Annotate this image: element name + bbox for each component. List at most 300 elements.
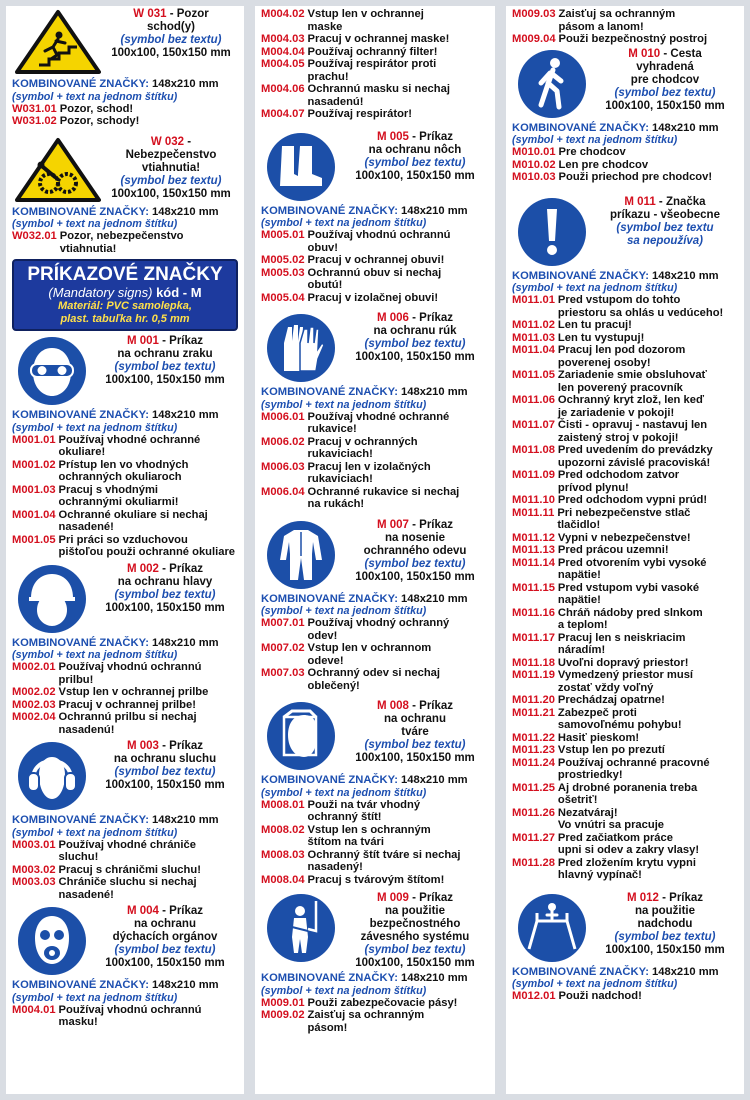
item-code: M008.01 bbox=[261, 798, 305, 811]
harness-icon bbox=[261, 892, 341, 964]
sign-info bbox=[341, 131, 489, 183]
item-text: Pozor, nebezpečenstvo vtiahnutia! bbox=[59, 230, 184, 255]
kombi-heading bbox=[261, 593, 489, 606]
item-code: M004.07 bbox=[261, 108, 305, 120]
sign-code: M 004 bbox=[126, 905, 159, 917]
item-text: Použi na tvár vhodný ochranný štít! bbox=[307, 798, 421, 823]
item-list bbox=[12, 103, 238, 128]
sign-caption: - Nebezpečenstvo vtiahnutia! bbox=[125, 135, 217, 174]
list-item bbox=[261, 799, 489, 824]
list-item bbox=[512, 669, 738, 694]
item-text: Použi bezpečnostný postroj bbox=[558, 33, 708, 45]
item-text: Vstup len po prezutí bbox=[557, 744, 665, 756]
kombi-sub: (symbol + text na jednom štítku) bbox=[512, 282, 678, 294]
list-item bbox=[261, 267, 489, 292]
list-item bbox=[12, 661, 238, 686]
item-text: Pracuj v ochrannej prilbe! bbox=[58, 698, 196, 711]
list-item bbox=[512, 344, 738, 369]
kombi-size: 148x210 mm bbox=[652, 965, 719, 978]
list-item bbox=[512, 332, 738, 345]
symbol-note: (symbol bez textu) bbox=[614, 86, 716, 99]
item-code: M011.19 bbox=[512, 669, 555, 681]
list-item bbox=[512, 782, 738, 807]
list-item bbox=[12, 1004, 238, 1029]
face-shield-icon bbox=[261, 700, 341, 772]
item-list bbox=[512, 294, 738, 882]
list-item bbox=[512, 744, 738, 757]
list-item bbox=[512, 990, 738, 1003]
item-text: Používaj vhodné chrániče sluchu! bbox=[58, 838, 196, 863]
list-item bbox=[512, 694, 738, 707]
sizes: 100x100, 150x150 mm bbox=[111, 187, 231, 200]
list-item bbox=[512, 33, 738, 46]
sign-caption: - Príkaz na ochranu hlavy bbox=[117, 562, 213, 588]
item-text: Používaj vhodné ochranné okuliare! bbox=[58, 433, 201, 458]
sign-info bbox=[341, 519, 489, 584]
item-code: M005.04 bbox=[261, 291, 305, 304]
list-item bbox=[12, 459, 238, 484]
list-item bbox=[261, 642, 489, 667]
goggles-icon bbox=[12, 335, 92, 407]
item-code: M005.02 bbox=[261, 254, 305, 266]
kombi-label: KOMBINOVANÉ ZNAČKY: bbox=[261, 972, 398, 984]
item-text: Čisti - opravuj - nastavuj len zaistený stroj v pokoji! bbox=[557, 419, 708, 444]
item-text: Prechádzaj opatrne! bbox=[557, 694, 665, 706]
item-text: Pracuj len v izolačných rukaviciach! bbox=[307, 460, 431, 485]
list-item bbox=[261, 33, 489, 46]
item-text: Používaj ochranný filter! bbox=[307, 45, 438, 58]
kombi-sub: (symbol + text na jednom štítku) bbox=[12, 826, 178, 839]
list-item bbox=[512, 557, 738, 582]
sizes: 100x100, 150x150 mm bbox=[105, 779, 225, 791]
sign-code: W 032 bbox=[150, 135, 185, 148]
sign-info bbox=[104, 136, 238, 201]
kombi-label: KOMBINOVANÉ ZNAČKY: bbox=[12, 205, 149, 218]
kombi-heading bbox=[12, 409, 238, 422]
kombi-size: 148x210 mm bbox=[152, 814, 219, 826]
item-code: M011.21 bbox=[512, 706, 555, 719]
item-text: Ochranné rukavice si nechaj na rukách! bbox=[307, 485, 460, 510]
list-item bbox=[12, 876, 238, 901]
kombi-sub: (symbol + text na jednom štítku) bbox=[12, 421, 178, 434]
list-item bbox=[12, 509, 238, 534]
item-text: Pracuj s chráničmi sluchu! bbox=[58, 863, 201, 876]
item-list bbox=[261, 799, 489, 887]
item-code: M007.03 bbox=[261, 667, 305, 679]
item-code: M002.01 bbox=[12, 661, 56, 673]
kombi-label: KOMBINOVANÉ ZNAČKY: bbox=[512, 269, 649, 282]
banner-code: kód - M bbox=[156, 285, 202, 300]
list-item bbox=[261, 254, 489, 267]
list-item bbox=[512, 171, 738, 184]
list-item bbox=[512, 419, 738, 444]
kombi-size: 148x210 mm bbox=[152, 409, 219, 421]
list-item bbox=[512, 8, 738, 33]
kombi-label: KOMBINOVANÉ ZNAČKY: bbox=[261, 592, 398, 605]
item-code: M011.05 bbox=[512, 369, 555, 381]
sizes: 100x100, 150x150 mm bbox=[105, 957, 225, 969]
list-item bbox=[12, 839, 238, 864]
list-item bbox=[512, 544, 738, 557]
item-code: M006.01 bbox=[261, 410, 305, 423]
item-text: Používaj vhodnú ochrannú masku! bbox=[58, 1003, 202, 1028]
item-code: M002.03 bbox=[12, 698, 56, 711]
list-item bbox=[261, 1009, 489, 1034]
sign-caption: - Príkaz na ochranu nôch bbox=[368, 130, 462, 156]
item-code: M010.02 bbox=[512, 158, 556, 171]
list-item bbox=[512, 757, 738, 782]
list-item bbox=[512, 507, 738, 532]
list-item bbox=[261, 997, 489, 1010]
symbol-note: (symbol bez textu) bbox=[114, 588, 216, 601]
list-item bbox=[261, 292, 489, 305]
kombi-label: KOMBINOVANÉ ZNAČKY: bbox=[12, 409, 149, 421]
item-text: Zabezpeč proti samovoľnému pohybu! bbox=[557, 706, 682, 731]
item-text: Pri nebezpečenstve stlač tlačidlo! bbox=[557, 506, 691, 531]
sign-m009 bbox=[261, 892, 489, 1034]
kombi-label: KOMBINOVANÉ ZNAČKY: bbox=[12, 814, 149, 826]
item-code: M004.04 bbox=[261, 45, 305, 58]
item-code: M011.02 bbox=[512, 319, 555, 331]
item-text: Pred zložením krytu vypni hlavný vypínač! bbox=[557, 856, 696, 881]
item-text: Vypni v nebezpečenstve! bbox=[557, 531, 691, 544]
item-text: Použi nadchod! bbox=[558, 990, 642, 1002]
item-code: M003.01 bbox=[12, 838, 56, 851]
sign-code: M 001 bbox=[126, 335, 159, 347]
kombi-label: KOMBINOVANÉ ZNAČKY: bbox=[512, 121, 649, 134]
list-item bbox=[512, 632, 738, 657]
item-text: Používaj vhodný ochranný odev! bbox=[307, 617, 450, 642]
list-item bbox=[512, 319, 738, 332]
item-code: M011.11 bbox=[512, 506, 555, 519]
kombi-heading bbox=[512, 270, 738, 283]
boots-icon bbox=[261, 131, 341, 203]
item-code: M010.03 bbox=[512, 171, 556, 183]
kombi-size: 148x210 mm bbox=[401, 592, 468, 605]
item-code: M009.02 bbox=[261, 1009, 305, 1021]
item-text: Používaj respirátor proti prachu! bbox=[307, 58, 437, 83]
sign-info bbox=[92, 563, 238, 615]
list-item bbox=[12, 711, 238, 736]
item-text: Nezatváraj! Vo vnútri sa pracuje bbox=[557, 806, 665, 831]
symbol-note: (symbol bez textu) bbox=[114, 361, 216, 373]
gloves-icon bbox=[261, 312, 341, 384]
item-text: Použi zabezpečovacie pásy! bbox=[307, 996, 458, 1009]
item-text: Zariadenie smie obsluhovať len poverený pracovník bbox=[557, 369, 707, 394]
kombi-sub: (symbol + text na jednom štítku) bbox=[12, 991, 178, 1004]
sign-caption: - Príkaz na ochranu sluchu bbox=[113, 740, 217, 765]
kombi-size: 148x210 mm bbox=[652, 121, 719, 134]
item-text: Pracuj len pod dozorom poverenej osoby! bbox=[557, 344, 686, 369]
list-item bbox=[512, 807, 738, 832]
item-code: M001.05 bbox=[12, 533, 56, 546]
item-code: M011.20 bbox=[512, 694, 555, 706]
item-code: W032.01 bbox=[12, 230, 57, 242]
sign-m011 bbox=[512, 196, 738, 882]
item-text: Len tu vystupuj! bbox=[557, 331, 645, 344]
item-code: M009.04 bbox=[512, 33, 556, 45]
symbol-note: (symbol bez textu) bbox=[364, 338, 466, 350]
list-item bbox=[512, 832, 738, 857]
item-code: M008.02 bbox=[261, 823, 305, 836]
item-text: Používaj respirátor! bbox=[307, 108, 412, 120]
item-text: Vymedzený priestor musí zostať vždy voľný bbox=[557, 669, 694, 694]
item-text: Vstup len v ochrannej maske bbox=[307, 8, 424, 33]
item-text: Chrániče sluchu si nechaj nasadené! bbox=[58, 876, 197, 901]
item-text: Vstup len s ochranným štítom na tvári bbox=[307, 823, 431, 848]
list-item bbox=[512, 707, 738, 732]
kombi-label: KOMBINOVANÉ ZNAČKY: bbox=[261, 386, 398, 398]
item-code: M012.01 bbox=[512, 990, 556, 1002]
symbol-note: (symbol bez textu) bbox=[120, 34, 222, 46]
list-item bbox=[512, 444, 738, 469]
sign-info bbox=[92, 740, 238, 792]
kombi-label: KOMBINOVANÉ ZNAČKY: bbox=[261, 204, 398, 217]
kombi-sub: (symbol + text na jednom štítku) bbox=[261, 984, 427, 997]
item-text: Pred otvorením vybi vysoké napätie! bbox=[557, 556, 707, 581]
list-item bbox=[512, 732, 738, 745]
item-code: M004.05 bbox=[261, 58, 305, 70]
sign-code: M 008 bbox=[376, 700, 409, 712]
item-code: M011.23 bbox=[512, 744, 555, 756]
sizes: 100x100, 150x150 mm bbox=[605, 943, 725, 956]
item-text: Pracuj v ochranných rukaviciach! bbox=[307, 435, 418, 460]
item-code: M002.04 bbox=[12, 711, 56, 723]
symbol-note: (symbol bez textu) bbox=[114, 766, 216, 778]
kombi-sub: (symbol + text na jednom štítku) bbox=[261, 786, 427, 799]
item-text: Pre chodcov bbox=[558, 146, 626, 158]
pedestrian-icon bbox=[512, 48, 592, 120]
item-code: M009.01 bbox=[261, 996, 305, 1009]
item-code: M011.08 bbox=[512, 444, 555, 456]
sign-m004 bbox=[12, 905, 238, 1029]
item-code: M011.25 bbox=[512, 781, 555, 794]
item-text: Pred vstupom vybi vasoké napätie! bbox=[557, 581, 700, 606]
sign-code: M 005 bbox=[376, 130, 409, 143]
list-item bbox=[261, 874, 489, 887]
list-item bbox=[512, 369, 738, 394]
item-text: Použi priechod pre chodcov! bbox=[558, 171, 713, 183]
item-text: Prístup len vo vhodných ochranných okuliaroch bbox=[58, 458, 189, 483]
kombi-heading bbox=[261, 972, 489, 985]
sign-w031 bbox=[12, 8, 238, 128]
sign-info bbox=[341, 700, 489, 765]
sizes: 100x100, 150x150 mm bbox=[355, 570, 475, 583]
item-code: M011.03 bbox=[512, 331, 555, 344]
item-text: Pred začiatkom práce upni si odev a zakry vlasy! bbox=[557, 831, 700, 856]
item-text: Používaj ochranné pracovné prostriedky! bbox=[557, 756, 710, 781]
item-code: M011.24 bbox=[512, 756, 555, 769]
item-text: Ochrannú prilbu si nechaj nasadenú! bbox=[58, 711, 197, 736]
sign-info bbox=[341, 312, 489, 364]
item-text: Ochranný odev si nechaj oblečený! bbox=[307, 667, 440, 692]
sign-info bbox=[104, 8, 238, 60]
list-item bbox=[512, 494, 738, 507]
item-text: Pracuj s vhodnými ochrannými okuliarmi! bbox=[58, 483, 179, 508]
exclamation-icon bbox=[512, 196, 592, 268]
item-list bbox=[12, 839, 238, 902]
item-text: Používaj vhodnú ochrannú obuv! bbox=[307, 229, 451, 254]
kombi-label: KOMBINOVANÉ ZNAČKY: bbox=[261, 774, 398, 786]
stairs-warning-icon bbox=[12, 8, 104, 76]
sign-caption: - Cesta vyhradená pre chodcov bbox=[630, 47, 702, 86]
helmet-icon bbox=[12, 563, 92, 635]
kombi-sub: (symbol + text na jednom štítku) bbox=[512, 978, 678, 990]
sign-code: M 007 bbox=[376, 518, 409, 531]
list-item bbox=[512, 294, 738, 319]
overpass-icon bbox=[512, 892, 592, 964]
item-text: Len tu pracuj! bbox=[557, 319, 632, 331]
sizes: 100x100, 150x150 mm bbox=[355, 351, 475, 363]
item-text: Pracuj v ochrannej obuvi! bbox=[307, 254, 445, 266]
item-code: M004.02 bbox=[261, 8, 305, 20]
list-item bbox=[261, 58, 489, 83]
column-3 bbox=[506, 6, 744, 1094]
respirator-icon bbox=[12, 905, 92, 977]
sign-m012 bbox=[512, 892, 738, 1003]
sizes: 100x100, 150x150 mm bbox=[105, 374, 225, 386]
item-code: M001.02 bbox=[12, 458, 56, 471]
kombi-heading bbox=[12, 78, 238, 91]
item-code: M008.04 bbox=[261, 873, 305, 886]
item-code: M004.06 bbox=[261, 83, 305, 95]
sign-caption: - Príkaz na ochranu zraku bbox=[117, 335, 213, 360]
protective-suit-icon bbox=[261, 519, 341, 591]
kombi-size: 148x210 mm bbox=[152, 78, 219, 90]
kombi-size: 148x210 mm bbox=[401, 774, 468, 786]
item-list bbox=[12, 661, 238, 736]
sign-code: M 009 bbox=[376, 892, 409, 904]
item-code: M004.03 bbox=[261, 33, 305, 45]
kombi-heading bbox=[512, 966, 738, 979]
kombi-size: 148x210 mm bbox=[152, 979, 219, 991]
item-code: M003.03 bbox=[12, 876, 56, 888]
kombi-heading bbox=[12, 206, 238, 219]
sizes: 100x100, 150x150 mm bbox=[355, 169, 475, 182]
sign-code: M 012 bbox=[626, 891, 659, 904]
item-code: M007.01 bbox=[261, 617, 305, 629]
item-text: Uvoľni dopravý priestor! bbox=[557, 656, 689, 669]
list-item bbox=[512, 607, 738, 632]
kombi-size: 148x210 mm bbox=[152, 636, 219, 649]
sizes: 100x100, 150x150 mm bbox=[355, 957, 475, 969]
item-list bbox=[512, 146, 738, 184]
item-code: W031.02 bbox=[12, 115, 57, 127]
list-item bbox=[12, 484, 238, 509]
sign-info bbox=[592, 892, 738, 957]
item-text: Pred prácou uzemni! bbox=[557, 544, 669, 556]
entanglement-warning-icon bbox=[12, 136, 104, 204]
item-code: M011.15 bbox=[512, 581, 555, 594]
list-item bbox=[512, 394, 738, 419]
kombi-size: 148x210 mm bbox=[401, 972, 468, 984]
sign-m005 bbox=[261, 131, 489, 305]
item-code: M011.18 bbox=[512, 656, 555, 669]
sign-caption: - Príkaz na ochranu tváre bbox=[384, 700, 454, 738]
banner-material: Materiál: PVC samolepka, plast. tabuľka hr. 0,5 mm bbox=[58, 300, 192, 325]
sign-m008 bbox=[261, 700, 489, 886]
item-code: M011.09 bbox=[512, 469, 555, 481]
item-text: Používaj vhodné ochranné rukavice! bbox=[307, 410, 450, 435]
sign-m010 bbox=[512, 48, 738, 184]
list-item bbox=[261, 617, 489, 642]
item-text: Pracuj v ochrannej maske! bbox=[307, 33, 450, 45]
list-item bbox=[512, 159, 738, 172]
item-list bbox=[512, 8, 738, 46]
item-code: M011.04 bbox=[512, 344, 555, 356]
kombi-label: KOMBINOVANÉ ZNAČKY: bbox=[12, 979, 149, 991]
list-item bbox=[261, 461, 489, 486]
kombi-heading bbox=[12, 637, 238, 650]
list-item bbox=[12, 115, 238, 128]
item-list bbox=[12, 434, 238, 559]
sign-code: M 003 bbox=[126, 740, 159, 752]
column-1 bbox=[6, 6, 244, 1094]
list-item bbox=[512, 582, 738, 607]
item-code: M011.10 bbox=[512, 494, 555, 506]
list-item bbox=[261, 824, 489, 849]
sign-caption: - Príkaz na použitie bezpečnostného závesného systému bbox=[360, 892, 470, 943]
kombi-heading bbox=[261, 205, 489, 218]
item-code: M011.13 bbox=[512, 544, 555, 556]
sign-info bbox=[592, 48, 738, 113]
item-text: Ochranné okuliare si nechaj nasadené! bbox=[58, 508, 208, 533]
list-item bbox=[261, 667, 489, 692]
list-item bbox=[261, 8, 489, 33]
item-list bbox=[261, 617, 489, 692]
item-code: M007.02 bbox=[261, 642, 305, 654]
list-item bbox=[12, 230, 238, 255]
item-list bbox=[512, 990, 738, 1003]
list-item bbox=[261, 108, 489, 121]
item-code: M011.12 bbox=[512, 531, 555, 544]
item-code: M011.22 bbox=[512, 731, 555, 744]
list-item bbox=[512, 657, 738, 670]
sign-code: M 010 bbox=[628, 47, 661, 60]
item-code: M004.01 bbox=[12, 1003, 56, 1016]
item-code: M003.02 bbox=[12, 863, 56, 876]
item-text: Pozor, schod! bbox=[59, 102, 134, 115]
kombi-heading bbox=[12, 814, 238, 827]
sign-caption: - Pozor schod(y) bbox=[147, 8, 209, 33]
kombi-heading bbox=[12, 979, 238, 992]
kombi-label: KOMBINOVANÉ ZNAČKY: bbox=[512, 965, 649, 978]
kombi-sub: (symbol + text na jednom štítku) bbox=[261, 605, 427, 617]
item-text: Ochrannú obuv si nechaj obutú! bbox=[307, 266, 442, 291]
sizes: 100x100, 150x150 mm bbox=[111, 47, 231, 59]
sign-caption: - Príkaz na použitie nadchodu bbox=[634, 891, 704, 930]
column-2 bbox=[255, 6, 495, 1094]
item-text: Pri práci so vzduchovou pištoľou použi ochranné okuliare bbox=[58, 533, 236, 558]
kombi-size: 148x210 mm bbox=[152, 205, 219, 218]
item-code: M011.14 bbox=[512, 556, 555, 569]
list-item bbox=[261, 411, 489, 436]
item-text: Ochranný kryt zlož, len keď je zariadenie v pokoji! bbox=[557, 394, 704, 419]
item-text: Pracuj len s neiskriacim náradím! bbox=[557, 631, 686, 656]
symbol-note: (symbol bez textu) bbox=[120, 174, 222, 187]
item-list bbox=[261, 229, 489, 304]
symbol-note: (symbol bez textu) bbox=[364, 156, 466, 169]
list-item bbox=[12, 534, 238, 559]
sign-m006 bbox=[261, 312, 489, 511]
sign-code: M 011 bbox=[624, 195, 656, 208]
symbol-note: (symbol bez textu) bbox=[364, 557, 466, 570]
item-list bbox=[261, 411, 489, 511]
sign-caption: - Značka príkazu - všeobecne bbox=[610, 195, 720, 221]
item-text: Zaisťuj sa ochranným pásom a lanom! bbox=[558, 8, 676, 33]
sign-info bbox=[592, 196, 738, 248]
item-text: Len pre chodcov bbox=[558, 158, 649, 171]
